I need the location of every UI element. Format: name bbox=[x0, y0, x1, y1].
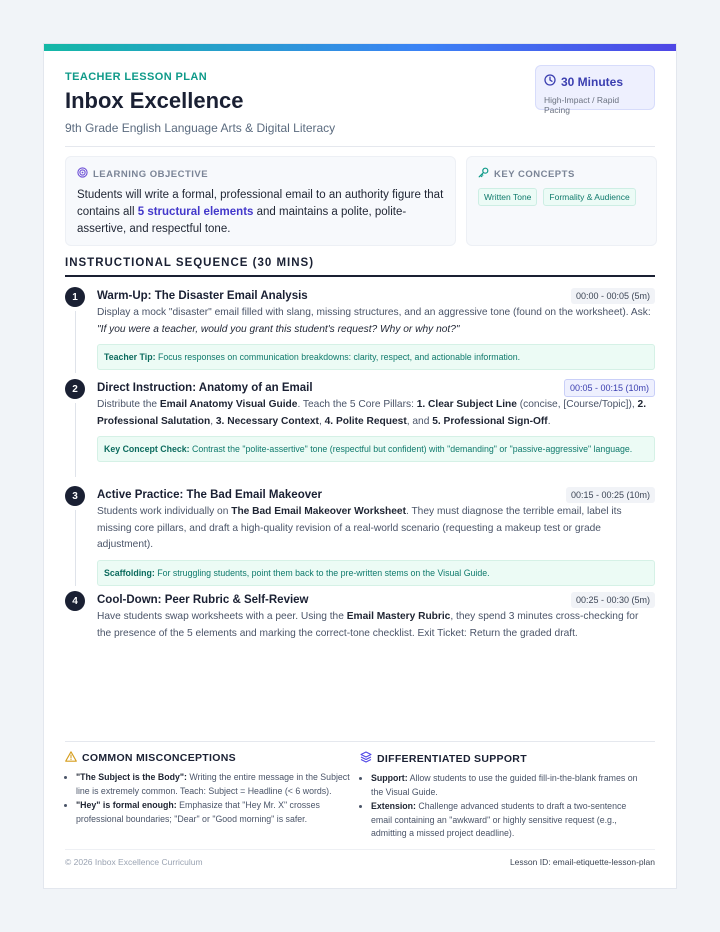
concept-pill: Written Tone bbox=[478, 188, 537, 206]
step-time: 00:25 - 00:30 (5m) bbox=[571, 592, 655, 608]
sequence-heading: INSTRUCTIONAL SEQUENCE (30 MINS) bbox=[65, 257, 655, 277]
step-number: 3 bbox=[65, 486, 85, 506]
step-title: Warm-Up: The Disaster Email Analysis bbox=[97, 290, 308, 302]
step-number: 4 bbox=[65, 591, 85, 611]
concept-pill: Formality & Audience bbox=[543, 188, 635, 206]
step-time: 00:00 - 00:05 (5m) bbox=[571, 288, 655, 304]
objective-text: Students will write a formal, professional email to an authority figure that contains all 5 structural elements and maintains a polite, polite-assertive, and respectful tone. bbox=[77, 189, 444, 235]
step-title: Cool-Down: Peer Rubric & Self-Review bbox=[97, 594, 309, 606]
warning-icon bbox=[65, 751, 82, 765]
lesson-plan-page bbox=[43, 43, 677, 889]
sequence-step bbox=[65, 287, 655, 376]
teacher-tip: Teacher Tip: Focus responses on communication breakdowns: clarity, respect, and actionable information. bbox=[97, 344, 655, 370]
objective-highlight: 5 structural elements bbox=[137, 206, 254, 218]
copyright-icon: © bbox=[65, 857, 74, 867]
differentiated-support-section bbox=[360, 751, 655, 842]
sequence-step bbox=[65, 591, 655, 642]
lesson-id: Lesson ID: email-etiquette-lesson-plan bbox=[509, 857, 655, 867]
list-item: • "Hey" is formal enough: Emphasize that "Hey Mr. X" crosses professional boundaries; "Dear" or "Good morning" is safer. bbox=[76, 799, 350, 826]
step-description: Have students swap worksheets with a peer. Using the Email Mastery Rubric, they spend 3 minutes cross-checking for the presence of the 5 elements and marking the correct-tone checklist. Exit Ticket: Return the graded draft. bbox=[97, 611, 639, 639]
target-icon bbox=[77, 167, 93, 181]
misconceptions-heading: COMMON MISCONCEPTIONS bbox=[82, 752, 236, 764]
key-icon bbox=[478, 167, 494, 181]
accent-bar bbox=[44, 44, 676, 51]
list-item: • Extension: Challenge advanced students to draft a two-sentence email containing an "awkward" or highly sensitive request (e.g., admitting a missed project deadline). bbox=[371, 800, 645, 841]
concept-check: Key Concept Check: Contrast the "polite-assertive" tone (respectful but confident) with "demanding" or "passive-aggressive" language. bbox=[97, 436, 655, 462]
page-subtitle: 9th Grade English Language Arts & Digital Literacy bbox=[65, 121, 336, 135]
eyebrow: TEACHER LESSON PLAN bbox=[65, 71, 208, 83]
support-heading: DIFFERENTIATED SUPPORT bbox=[377, 752, 527, 765]
sequence-step bbox=[65, 379, 655, 486]
clock-icon bbox=[544, 73, 556, 91]
duration-badge bbox=[535, 65, 655, 115]
misconceptions-section bbox=[65, 751, 360, 842]
step-description: Display a mock "disaster" email filled with slang, missing structures, and an aggressive tone (found on the worksheet). Ask: "If you were a teacher, would you grant this student's request? Why or why not?" bbox=[97, 307, 651, 335]
learning-objective-card bbox=[65, 156, 456, 246]
step-time: 00:05 - 00:15 (10m) bbox=[564, 379, 655, 397]
layers-icon bbox=[360, 751, 377, 766]
header bbox=[65, 51, 655, 147]
step-description: Distribute the Email Anatomy Visual Guide. Teach the 5 Core Pillars: 1. Clear Subject Line (concise, [Course/Topic]), 2. Professional Salutation, 3. Necessary Context, 4. Polite Request, and 5. Professional Sign-Off. bbox=[97, 399, 647, 427]
list-item: • Support: Allow students to use the guided fill-in-the-blank frames on the Visual Guide. bbox=[371, 772, 645, 799]
step-description: Students work individually on The Bad Email Makeover Worksheet. They must diagnose the terrible email, label its missing core pillars, and draft a high-quality revision of a real-world scenario (requesting a makeup test or grade adjustment). bbox=[97, 506, 622, 550]
copyright: © 2026 Inbox Excellence Curriculum bbox=[65, 857, 203, 867]
list-item: • "The Subject is the Body": Writing the entire message in the Subject line is extremely common. Teach: Subject = Headline (< 6 words). bbox=[76, 771, 350, 798]
step-number: 1 bbox=[65, 287, 85, 307]
step-title: Direct Instruction: Anatomy of an Email bbox=[97, 382, 313, 394]
key-concepts-card bbox=[466, 156, 657, 246]
step-time: 00:15 - 00:25 (10m) bbox=[566, 487, 655, 503]
scaffolding-tip: Scaffolding: For struggling students, point them back to the pre-written stems on the Visual Guide. bbox=[97, 560, 655, 586]
objective-label: LEARNING OBJECTIVE bbox=[93, 168, 209, 180]
sequence-step bbox=[65, 486, 655, 593]
step-title: Active Practice: The Bad Email Makeover bbox=[97, 489, 322, 501]
footer bbox=[65, 849, 655, 867]
concepts-label: KEY CONCEPTS bbox=[494, 168, 575, 180]
page-title: Inbox Excellence bbox=[65, 88, 244, 113]
duration-text: 30 Minutes bbox=[561, 75, 624, 89]
pacing-text: High-Impact / Rapid Pacing bbox=[544, 95, 620, 115]
step-number: 2 bbox=[65, 379, 85, 399]
